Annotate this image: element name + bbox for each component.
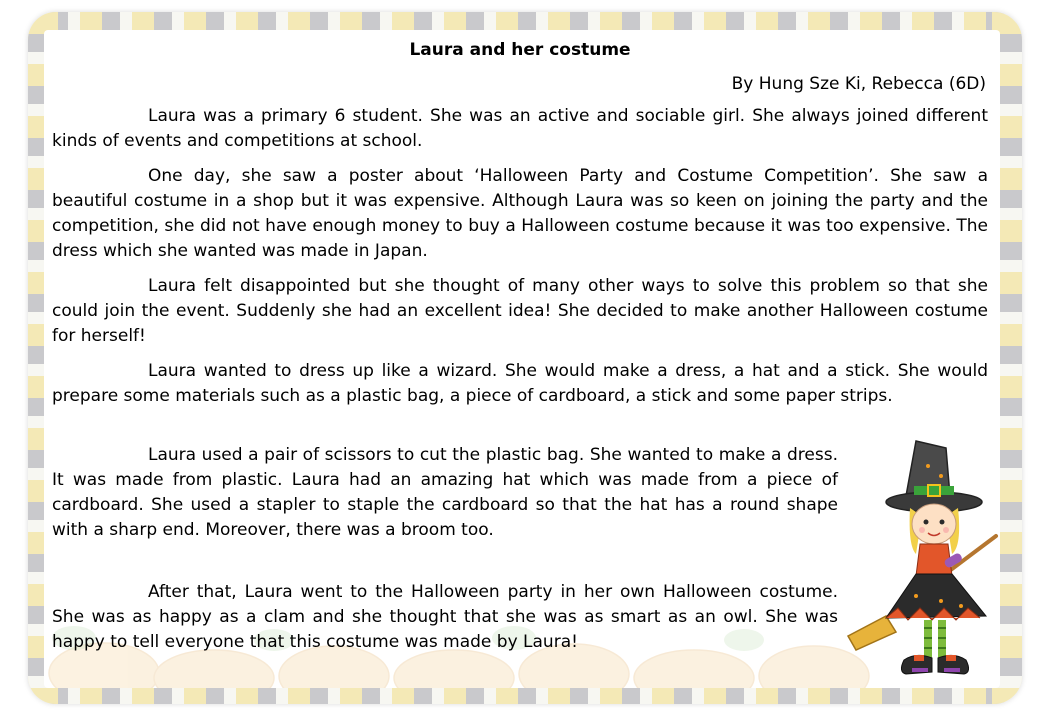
witch-illustration — [846, 436, 1006, 692]
paragraph-5: Laura used a pair of scissors to cut the plastic bag. She wanted to make a dress. It was made from plastic. Laura had an amazing hat which was made from a piece of cardboard. She used a stapler to staple the cardboard so that the hat has a round shape with a sharp end. Moreover, there was a broom too. — [52, 445, 838, 540]
paragraph-3: Laura felt disappointed but she thought of many other ways to solve this problem so that she could join the event. Suddenly she had an excellent idea! She decided to make another Halloween costume for herself! — [52, 276, 988, 346]
author-line: By Hung Sze Ki, Rebecca (6D) — [731, 74, 986, 94]
paragraph-4: Laura wanted to dress up like a wizard. She would make a dress, a hat and a stick. She would prepare some materials such as a plastic bag, a piece of cardboard, a stick and some paper strips. — [52, 361, 988, 406]
document-title: Laura and her costume — [409, 40, 631, 60]
paragraph-2: One day, she saw a poster about ‘Halloween Party and Costume Competition’. She saw a beautiful costume in a shop but it was expensive. Although Laura was so keen on joining the party and the competition, she did not have enough money to buy a Halloween costume because it was too expensive. The dress which she wanted was made in Japan. — [52, 166, 988, 261]
paragraph-6: After that, Laura went to the Halloween party in her own Halloween costume. She was as happy as a clam and she thought that she was as smart as an owl. She was happy to tell everyone that this costume was made by Laura! — [52, 582, 838, 652]
paragraph-1: Laura was a primary 6 student. She was an active and sociable girl. She always joined different kinds of events and competitions at school. — [52, 106, 988, 151]
